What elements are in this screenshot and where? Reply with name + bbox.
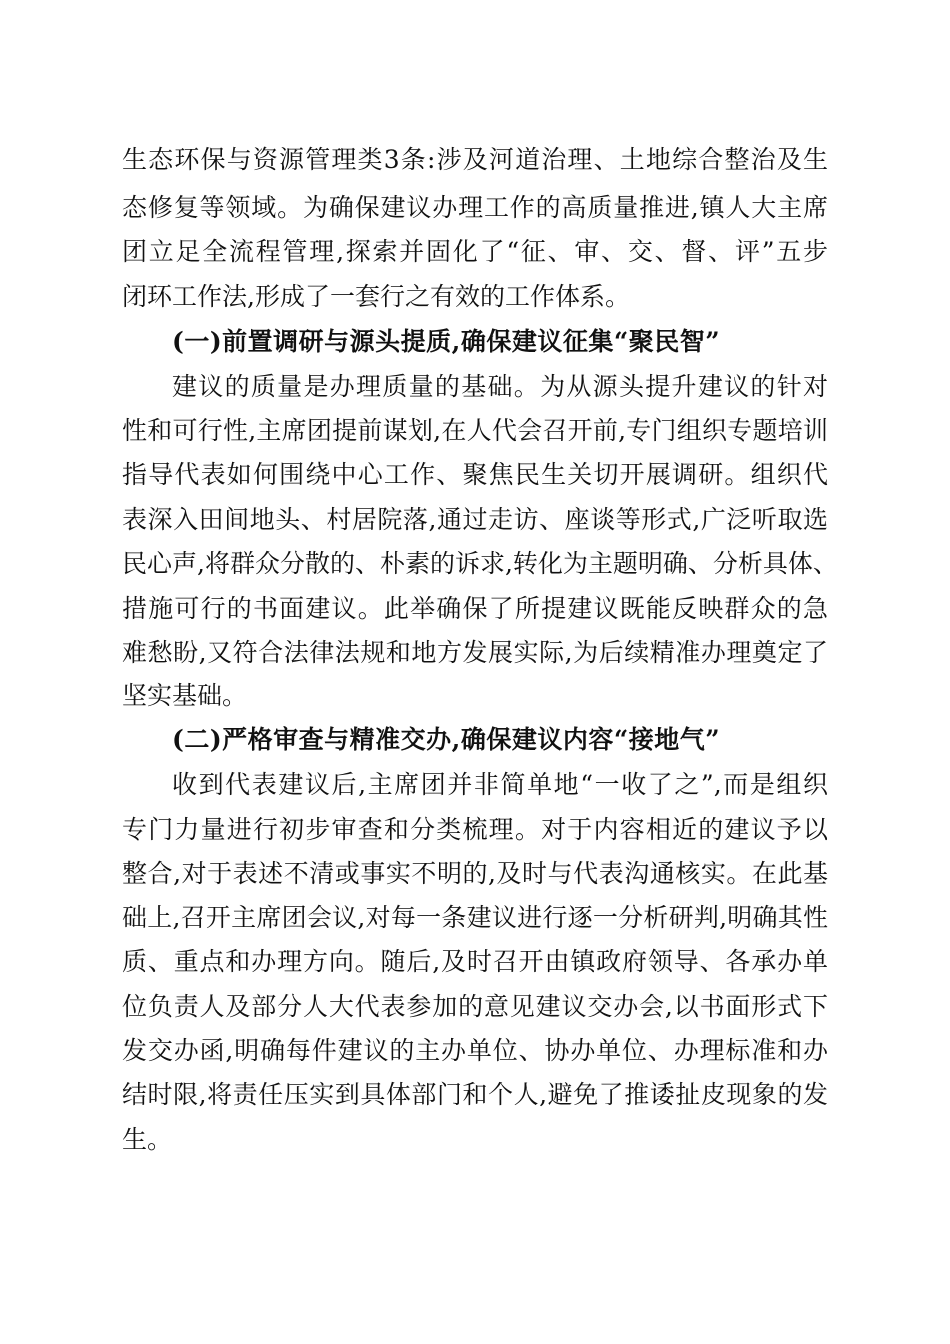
paragraph-1-line-1: 生态环保与资源管理类3条:涉及河道治理、土地综合整治及生 [122, 145, 828, 174]
paragraph-2-line-7: 难愁盼,又符合法律法规和地方发展实际,为后续精准办理奠定了 [122, 638, 828, 667]
section-heading-2: (二)严格审查与精准交办,确保建议内容“接地气” [172, 725, 721, 754]
paragraph-3-line-4: 础上,召开主席团会议,对每一条建议进行逐一分析研判,明确其性 [122, 903, 828, 932]
paragraph-2-line-5: 民心声,将群众分散的、朴素的诉求,转化为主题明确、分析具体、 [122, 549, 838, 578]
paragraph-2-line-6: 措施可行的书面建议。此举确保了所提建议既能反映群众的急 [122, 594, 828, 623]
paragraph-1-line-2: 态修复等领域。为确保建议办理工作的高质量推进,镇人大主席 [122, 193, 828, 222]
paragraph-2-line-2: 性和可行性,主席团提前谋划,在人代会召开前,专门组织专题培训 [122, 416, 828, 445]
paragraph-3-line-7: 发交办函,明确每件建议的主办单位、协办单位、办理标准和办 [122, 1036, 828, 1065]
paragraph-3-line-6: 位负责人及部分人大代表参加的意见建议交办会,以书面形式下 [122, 992, 828, 1021]
paragraph-1-line-3: 团立足全流程管理,探索并固化了“征、审、交、督、评”五步 [122, 237, 828, 266]
paragraph-2-line-1: 建议的质量是办理质量的基础。为从源头提升建议的针对 [172, 372, 828, 401]
paragraph-2-line-4: 表深入田间地头、村居院落,通过走访、座谈等形式,广泛听取选 [122, 505, 828, 534]
paragraph-3-line-2: 专门力量进行初步审查和分类梳理。对于内容相近的建议予以 [122, 815, 828, 844]
paragraph-3-line-3: 整合,对于表述不清或事实不明的,及时与代表沟通核实。在此基 [122, 859, 828, 888]
paragraph-3-line-5: 质、重点和办理方向。随后,及时召开由镇政府领导、各承办单 [122, 947, 828, 976]
paragraph-1-line-4: 闭环工作法,形成了一套行之有效的工作体系。 [122, 282, 630, 311]
paragraph-3-line-9: 生。 [122, 1125, 173, 1154]
section-heading-1: (一)前置调研与源头提质,确保建议征集“聚民智” [172, 327, 721, 356]
paragraph-2-line-3: 指导代表如何围绕中心工作、聚焦民生关切开展调研。组织代 [122, 460, 828, 489]
paragraph-3-line-8: 结时限,将责任压实到具体部门和个人,避免了推诿扯皮现象的发 [122, 1080, 828, 1109]
paragraph-3-line-1: 收到代表建议后,主席团并非简单地“一收了之”,而是组织 [172, 770, 828, 799]
paragraph-2-line-8: 坚实基础。 [122, 681, 248, 710]
